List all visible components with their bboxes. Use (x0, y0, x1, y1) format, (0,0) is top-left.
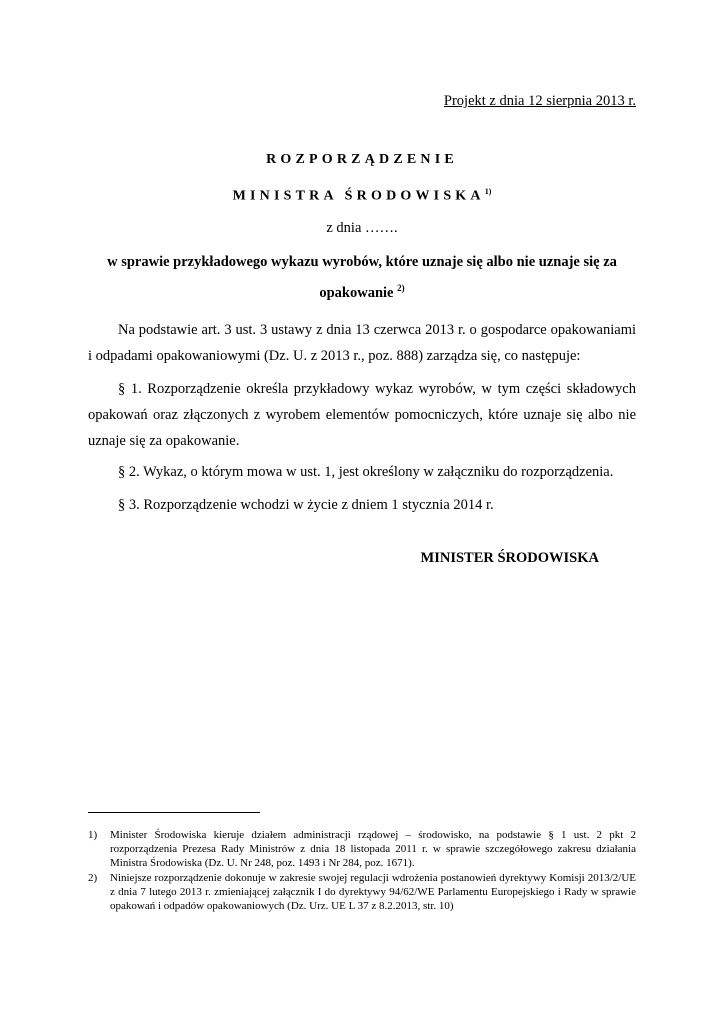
section-3-text: § 3. Rozporządzenie wchodzi w życie z dniem 1 stycznia 2014 r. (118, 497, 494, 513)
footnote-number: 1) (88, 829, 98, 841)
project-date: Projekt z dnia 12 sierpnia 2013 r. (443, 93, 636, 109)
subject-text: w sprawie przykładowego wykazu wyrobów, które uznaje się albo nie uznaje się za opakowanie (107, 254, 617, 301)
section-1-text: § 1. Rozporządzenie określa przykładowy wykaz wyrobów, w tym części składowych opakowań oraz złączonych z wyrobem elementów pomocniczych, które uznaje się albo nie uznaje się za opakowanie. (88, 381, 636, 449)
footnote-number: 2) (88, 871, 98, 884)
preamble-text: Na podstawie art. 3 ust. 3 ustawy z dnia 13 czerwca 2013 r. o gospodarce opakowaniami i odpadami opakowaniowymi (Dz. U. z 2013 r., poz. 888) zarządza się, co następuje: (88, 322, 636, 364)
footnote (88, 828, 636, 871)
signature-block: MINISTER ŚRODOWISKA (420, 550, 599, 566)
issuing-authority (0, 187, 724, 205)
footnote-mark-2: 2) (397, 283, 405, 293)
preamble-paragraph (88, 317, 636, 369)
document-title: ROZPORZĄDZENIE (266, 152, 458, 167)
footnote-text: Minister Środowiska kieruje działem administracji rządowej – środowisko, na podstawie § 1 ust. 2 pkt 2 rozporządzenia Prezesa Rady Ministrów z dnia 18 listopada 2011 r. w sprawie szczegółowego zakresu działania Ministra Środowiska (Dz. U. Nr 248, poz. 1493 i Nr 284, poz. 1671). (110, 829, 636, 870)
section-1-paragraph (88, 376, 636, 454)
date-line: z dnia ……. (326, 220, 398, 236)
footnotes (88, 828, 636, 913)
footnote (88, 871, 636, 914)
section-3-paragraph (88, 492, 636, 518)
section-2-paragraph (88, 459, 636, 485)
footnote-separator (88, 812, 260, 813)
issuing-authority-text: MINISTRA ŚRODOWISKA (232, 188, 485, 204)
section-2-text: § 2. Wykaz, o którym mowa w ust. 1, jest określony w załączniku do rozporządzenia. (118, 464, 614, 480)
footnote-text: Niniejsze rozporządzenie dokonuje w zakresie swojej regulacji wdrożenia postanowień dyrektywy Komisji 2013/2/UE z dnia 7 lutego 2013 r. zmieniającej załącznik I do dyrektywy 94/62/WE Parlamentu Europejskiego i Rady w sprawie opakowań i odpadów opakowaniowych (Dz. Urz. UE L 37 z 8.2.2013, str. 10) (110, 871, 636, 913)
footnote-mark-1: 1) (484, 187, 492, 196)
document-subject (88, 249, 636, 306)
